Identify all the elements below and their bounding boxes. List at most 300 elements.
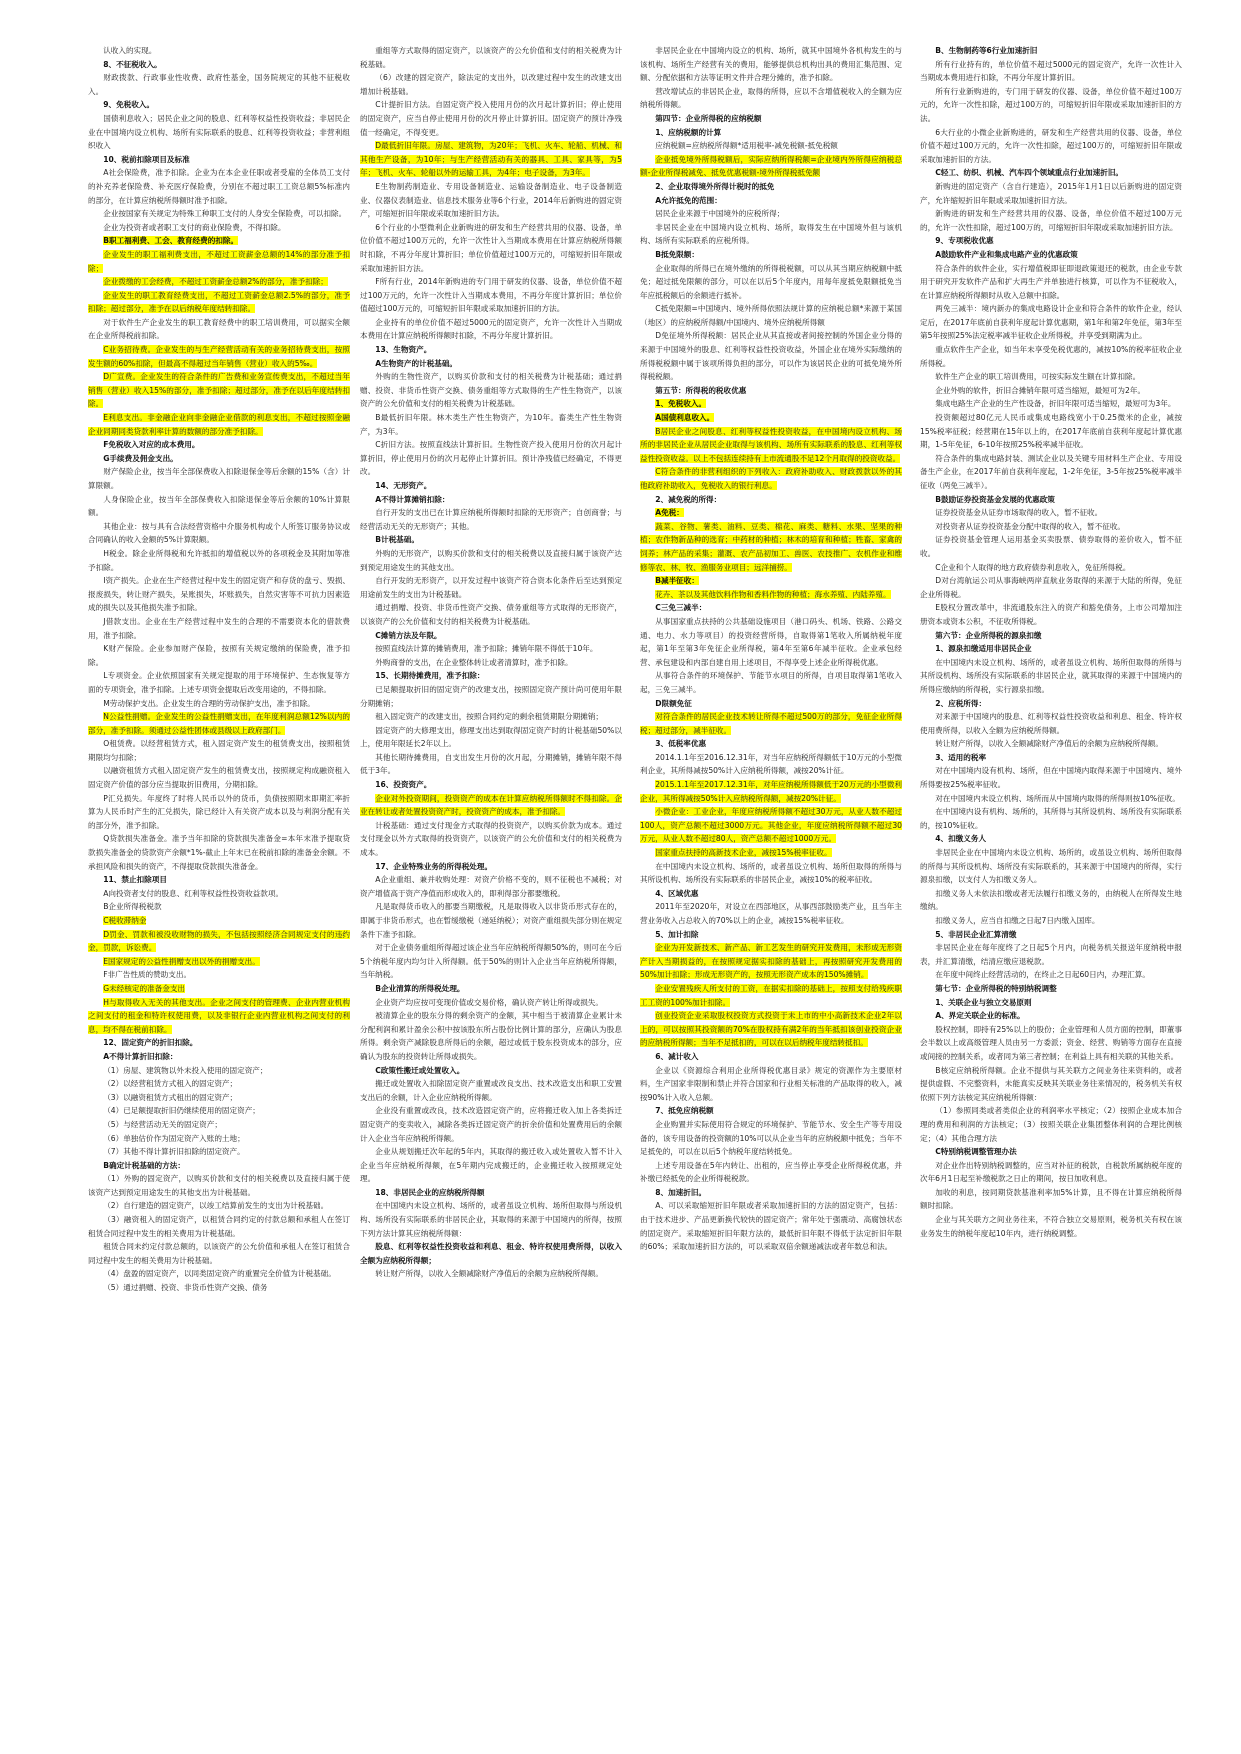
- paragraph: [640, 248, 902, 262]
- paragraph: [88, 574, 350, 615]
- paragraph-text: 6个行业的小型微利企业新购进的研发和生产经营共用的仪器、设备，单位价值不超过100万元的，允许一次性计入当期成本费用在计算应纳税所得额时扣除，不再分年度计算折旧；单位价值超过100万元的，可缩短折旧年限或采取加速折旧方法。: [360, 222, 622, 273]
- paragraph-text: 所有行业新购进的，专门用于研发的仪器、设备，单位价值不超过100万元的，允许一次性扣除，超过100万的，可缩短折旧年限或采取加速折旧的方法。: [920, 86, 1182, 123]
- paragraph: [920, 262, 1182, 303]
- paragraph: [88, 710, 350, 737]
- paragraph: [88, 493, 350, 520]
- paragraph-text: 转让财产所得，以收入全额减除财产净值后的余额为应纳税所得额。: [375, 1269, 603, 1279]
- highlighted-text: 企业拨缴的工会经费，不超过工资薪金总额2%的部分，准予扣除；: [103, 277, 328, 287]
- paragraph: [88, 1267, 350, 1281]
- paragraph: [640, 751, 902, 778]
- paragraph: [360, 411, 622, 438]
- paragraph: [920, 126, 1182, 167]
- paragraph-text: 8、不征税收入。: [103, 59, 162, 69]
- paragraph-text: C特别纳税调整管理办法: [935, 1147, 1017, 1157]
- paragraph: [88, 343, 350, 370]
- paragraph: [920, 642, 1182, 656]
- paragraph: [360, 900, 622, 941]
- paragraph-text: 14、无形资产。: [375, 481, 432, 490]
- paragraph-text: 自行开发的无形资产，以开发过程中该资产符合资本化条件后至达到预定用途前发生的支出为计税基础。: [360, 576, 622, 599]
- paragraph-text: （5）与经营活动无关的固定资产；: [103, 1119, 222, 1129]
- paragraph-text: 企业按国家有关规定为特殊工种职工支付的人身安全保险费，可以扣除。: [103, 209, 347, 219]
- paragraph: [920, 520, 1182, 534]
- paragraph: [88, 1213, 350, 1240]
- paragraph: [920, 411, 1182, 452]
- paragraph: [88, 669, 350, 696]
- paragraph: [360, 724, 622, 751]
- paragraph: [920, 248, 1182, 262]
- paragraph: [640, 941, 902, 982]
- paragraph: [920, 846, 1182, 887]
- paragraph-text: 上述专用设备在5年内转让、出租的，应当停止享受企业所得税优惠，并补缴已经抵免的企业所得税税款。: [640, 1160, 902, 1184]
- paragraph-text: E生物制药制造业、专用设备制造业、运输设备制造业、电子设备制造业、仪器仪表制造业、信息技术服务业等6个行业，2014年后新购进的固定资产，可缩短折旧年限或采取加速折旧方法。: [360, 181, 622, 219]
- paragraph: [640, 1009, 902, 1050]
- highlighted-text: 2015.1.1年至2017.12.31年，对年应纳税所得额低于20万元的小型微利企业，其所得减按50%计入应纳税所得额，减按20%计征。: [640, 780, 902, 803]
- paragraph-text: 居民企业来源于中国境外的应税所得；: [655, 209, 785, 219]
- paragraph-text: 17、企业特殊业务的所得税处理。: [375, 861, 493, 871]
- paragraph-text: C轻工、纺织、机械、汽车四个领域重点行业加速折旧。: [935, 168, 1124, 178]
- paragraph-text: M劳动保护支出。企业发生的合理的劳动保护支出，准予扣除。: [103, 698, 315, 708]
- paragraph: [640, 737, 902, 751]
- paragraph-text: 所有行业持有的，单位价值不超过5000元的固定资产，允许一次性计入当期成本费用进行扣除，不再分年度计算折旧。: [920, 59, 1182, 83]
- paragraph: [360, 819, 622, 860]
- paragraph: [920, 85, 1182, 126]
- paragraph-text: C折旧方法。按照直线法计算折旧。生物性资产投入使用月份的次月起计算折旧，停止使用月份的次月起停止计算折旧。预计净残值已经确定，不得更改。: [360, 440, 622, 477]
- paragraph: [88, 1172, 350, 1199]
- paragraph: [920, 914, 1182, 928]
- paragraph-text: A允许抵免的范围：: [655, 195, 722, 205]
- paragraph-text: 第七节：企业所得税的特别纳税调整: [935, 983, 1057, 993]
- paragraph: [88, 452, 350, 466]
- paragraph: [360, 180, 622, 221]
- paragraph: [360, 343, 622, 357]
- paragraph: [640, 112, 902, 126]
- paragraph: [640, 588, 902, 602]
- paragraph-text: D对台湾航运公司从事海峡两岸直航业务取得的来源于大陆的所得，免征企业所得税。: [920, 576, 1182, 599]
- paragraph-text: 5、加计扣除: [655, 929, 699, 939]
- paragraph: [640, 153, 902, 180]
- paragraph: [88, 1064, 350, 1078]
- highlighted-text: A免税：: [655, 508, 684, 518]
- paragraph-text: 人身保险企业，按当年全部保费收入扣除退保金等后余额的10%计算限额。: [88, 494, 350, 518]
- highlighted-text: 1、免税收入。: [655, 399, 707, 409]
- paragraph: [88, 737, 350, 764]
- paragraph-text: B抵免限额：: [655, 249, 699, 259]
- paragraph: [920, 697, 1182, 711]
- paragraph-text: G手续费及佣金支出。: [103, 453, 178, 463]
- paragraph: [88, 1118, 350, 1132]
- paragraph: [88, 1145, 350, 1159]
- paragraph: [88, 1132, 350, 1146]
- paragraph: [920, 968, 1182, 982]
- paragraph: [360, 1077, 622, 1104]
- paragraph: [640, 887, 902, 901]
- paragraph: [640, 1064, 902, 1105]
- paragraph: [88, 1036, 350, 1050]
- paragraph: [360, 479, 622, 493]
- paragraph: [640, 425, 902, 466]
- paragraph-text: 对于软件生产企业发生的职工教育经费中的职工培训费用，可以据实全额在企业所得税前扣除。: [88, 317, 350, 341]
- paragraph-text: K财产保险。企业参加财产保险，按照有关规定缴纳的保险费，准予扣除。: [88, 644, 350, 667]
- paragraph-text: 搬迁或处置收入扣除固定资产重置或改良支出、技术改造支出和职工安置支出后的余额，计入企业应纳税所得额。: [360, 1079, 622, 1102]
- paragraph-text: （1）外购的固定资产，以购买价款和支付的相关税费以及直接归属于使该资产达到预定用途发生的其他支出为计税基础。: [88, 1174, 350, 1197]
- paragraph: [640, 1118, 902, 1159]
- paragraph-text: 外购商誉的支出，在企业整体转让或者清算时，准予扣除。: [375, 657, 573, 667]
- paragraph: [360, 1199, 622, 1240]
- paragraph-text: I资产损失。企业在生产经营过程中发生的固定资产和存货的盘亏、毁损、报废损失，转让财产损失，呆账损失，坏账损失，自然灾害等不可抗力因素造成的损失以及其他损失准予扣除。: [88, 576, 350, 613]
- paragraph-text: C企业和个人取得的地方政府债券利息收入，免征所得税。: [935, 562, 1131, 572]
- paragraph: [920, 302, 1182, 343]
- paragraph: [920, 44, 1182, 58]
- paragraph-text: 12、固定资产的折旧扣除。: [103, 1038, 198, 1048]
- paragraph: [640, 384, 902, 398]
- highlighted-text: 企业抵免境外所得税额后，实际应纳所得税额=企业境内外所得应纳税总额-企业所得税减免、抵免优惠税额-境外所得税抵免额: [640, 154, 902, 178]
- highlighted-text: 企业发生的职工福利费支出，不超过工资薪金总额的14%的部分准予扣除；: [88, 249, 350, 273]
- paragraph: [360, 1267, 622, 1281]
- paragraph: [640, 493, 902, 507]
- paragraph-text: 2011年至2020年，对设立在西部地区，从事西部鼓励类产业，且当年主营业务收入占总收入的70%以上的企业，减按15%税率征收。: [640, 902, 902, 925]
- paragraph-text: A、界定关联企业的标准。: [935, 1011, 1025, 1021]
- paragraph: [360, 860, 622, 874]
- paragraph: [920, 370, 1182, 384]
- paragraph-text: 1、源泉扣缴适用非居民企业: [935, 644, 1032, 654]
- highlighted-text: D罚金、罚款和被没收财物的损失，不包括按照经济合同规定支付的违约金，罚款，诉讼费。: [88, 929, 350, 953]
- paragraph: [360, 438, 622, 479]
- highlighted-text: C业务招待费。企业发生的与生产经营活动有关的业务招待费支出，按照发生额的60%扣除，但最高不得超过当年销售（营业）收入的5‰。: [88, 345, 350, 368]
- paragraph: [88, 928, 350, 955]
- paragraph-text: 股权控制，即持有25%以上的股份；企业管理和人员方面的控制，即董事会半数以上或高级管理人员由另一方委派；资金、经营、购销等方面存在直接或间接的控制关系，或者同为第三者控制；在利益上具有相关联的其他关系。: [920, 1024, 1182, 1061]
- paragraph-text: 8、加速折旧。: [655, 1187, 707, 1197]
- paragraph: [88, 316, 350, 343]
- paragraph-text: F免税收入对应的成本费用。: [103, 440, 200, 450]
- text-column-4: [920, 44, 1182, 1734]
- paragraph: [640, 126, 902, 140]
- highlighted-text: A国债利息收入。: [655, 413, 715, 423]
- paragraph: [920, 1159, 1182, 1186]
- paragraph: [360, 370, 622, 411]
- paragraph-text: 3、适用的税率: [935, 752, 987, 762]
- paragraph: [640, 411, 902, 425]
- highlighted-text: B减半征收：: [655, 576, 699, 586]
- paragraph: [920, 574, 1182, 601]
- paragraph-text: 投资额超过80亿元人民币或集成电路线宽小于0.25微米的企业，减按15%税率征税；经营期在15年以上的，在2017年底前自获利年度起计算优惠期，1-5年免征，6-10年按照25%税率减半征收。: [920, 413, 1182, 450]
- paragraph-text: 加收的利息，按同期贷款基准利率加5%计算，且不得在计算应纳税所得额时扣除。: [920, 1187, 1182, 1211]
- paragraph: [88, 289, 350, 316]
- paragraph-text: 新购进的固定资产（含自行建造），2015年1月1日以后新购进的固定资产，允许缩短折旧年限或采取加速折旧方法。: [920, 181, 1182, 205]
- paragraph-text: 1、关联企业与独立交易原则: [935, 997, 1032, 1007]
- paragraph: [920, 166, 1182, 180]
- paragraph-text: 租赁合同未约定付款总额的，以该资产的公允价值和承租人在签订租赁合同过程中发生的相关费用为计税基础。: [88, 1242, 350, 1265]
- paragraph: [640, 180, 902, 194]
- text-column-1: [88, 44, 350, 1734]
- paragraph: [920, 982, 1182, 996]
- paragraph-text: 符合条件的软件企业，实行增值税即征即退政策退还的税款，由企业专款用于研究开发软件产品和扩大再生产并单独进行核算，可以作为不征税收入，在计算应纳税所得额时从收入总额中扣除。: [920, 263, 1182, 300]
- paragraph: [920, 397, 1182, 411]
- paragraph: [360, 44, 622, 71]
- paragraph: [640, 778, 902, 805]
- highlighted-text: 蔬菜、谷物、薯类、油料、豆类、棉花、麻类、糖料、水果、坚果的种植；农作物新品种的选育；中药材的种植；林木的培育和种植；牲畜、家禽的饲养；林产品的采集；灌溉、农产品初加工、兽医、农技推广、农机作业和维修等农、林、牧、渔服务业项目；远洋捕捞。: [640, 521, 902, 572]
- paragraph: [360, 941, 622, 982]
- paragraph-text: （2）以经营租赁方式租入的固定资产；: [103, 1079, 238, 1089]
- paragraph-text: 在中国境内未设立机构、场所的，或者虽设立机构、场所但取得与所设机构、场所没有实际联系的非居民企业，其取得的来源于中国境内的所得，按照下列方法计算其应纳税所得额：: [360, 1201, 622, 1238]
- paragraph: [920, 1145, 1182, 1159]
- paragraph: [88, 792, 350, 833]
- paragraph: [88, 1091, 350, 1105]
- paragraph-text: 外购的无形资产，以购买价款和支付的相关税费以及直接归属于该资产达到预定用途发生的其他支出。: [360, 548, 622, 572]
- paragraph: [88, 520, 350, 547]
- paragraph: [640, 262, 902, 303]
- paragraph-text: 重点软件生产企业，如当年未享受免税优惠的，减按10%的税率征收企业所得税。: [920, 345, 1182, 368]
- paragraph-text: 企业以《资源综合利用企业所得税优惠目录》规定的资源作为主要原材料，生产国家非限制和禁止并符合国家和行业相关标准的产品取得的收入，减按90%计入收入总额。: [640, 1065, 902, 1102]
- paragraph-text: B、生物制药等6行业加速折旧: [935, 46, 1038, 55]
- paragraph: [88, 71, 350, 98]
- paragraph: [360, 683, 622, 710]
- paragraph-text: 对在中国境内设有机构、场所，但在中国境内取得来源于中国境内、境外所得要按25%税率征收。: [920, 766, 1182, 790]
- paragraph-text: 财政拨款、行政事业性收费、政府性基金，国务院规定的其他不征税收入。: [88, 73, 350, 96]
- paragraph-text: C摊销方法及年限。: [375, 630, 442, 640]
- highlighted-text: 企业对外投资期间，投资资产的成本在计算应纳税所得额时不得扣除。企业在转让或者处置投资资产时，投资资产的成本，准予扣除。: [360, 793, 622, 817]
- paragraph-text: D限额免征: [655, 698, 692, 708]
- paragraph: [640, 615, 902, 669]
- paragraph-text: 9、专项税收优惠: [935, 236, 994, 246]
- paragraph: [88, 1240, 350, 1267]
- paragraph: [360, 982, 622, 996]
- paragraph-text: 11、禁止扣除项目: [103, 875, 167, 885]
- paragraph: [88, 166, 350, 207]
- paragraph-text: （4）盘盈的固定资产，以同类固定资产的重置完全价值为计税基础。: [103, 1269, 336, 1279]
- paragraph-text: （3）以融资租赁方式租出的固定资产；: [103, 1092, 238, 1102]
- paragraph: [640, 710, 902, 737]
- paragraph: [640, 1186, 902, 1200]
- paragraph-text: 新购进的研发和生产经营共用的仪器、设备，单位价值不超过100万元的，允许一次性扣除，超过100万的，可缩短折旧年限或采取加速折旧方法。: [920, 209, 1182, 232]
- paragraph-text: 在中国境内设有机构、场所的，其所得与其所设机构、场所没有实际联系的，按10%征收。: [920, 807, 1182, 830]
- highlighted-text: D最低折旧年限。房屋、建筑物，为20年；飞机、火车、轮船、机械、和其他生产设备，为10年；与生产经营活动有关的器具、工具、家具等，为5年；飞机、火车、轮船以外的运输工具，为4年；电子设备，为3年。: [360, 141, 622, 178]
- paragraph-text: （2）自行建造的固定资产，以竣工结算前发生的支出为计税基础。: [103, 1201, 329, 1211]
- paragraph: [360, 873, 622, 900]
- paragraph-text: B最低折旧年限。林木类生产性生物资产，为10年。畜类生产性生物资产，为3年。: [360, 413, 622, 436]
- paragraph-text: B企业所得税税款: [103, 902, 162, 912]
- paragraph-text: 第六节：企业所得税的源泉扣缴: [935, 630, 1042, 640]
- paragraph: [640, 465, 902, 492]
- paragraph-text: 2、应税所得：: [935, 698, 987, 708]
- paragraph-text: 企业从规划搬迁次年起的5年内，其取得的搬迁收入或处置收入暂不计入企业当年应纳税所得额，在5年期内完成搬迁的，企业搬迁收入按照规定处理。: [360, 1147, 622, 1184]
- paragraph: [360, 547, 622, 574]
- paragraph-text: 7、抵免应纳税额: [655, 1106, 714, 1116]
- paragraph: [88, 900, 350, 914]
- paragraph-text: 凡是取得货币收入的都要当期缴税，凡是取得收入以非货币形式存在的，即属于非货币形式，也在暂缓缴税（递延纳税）；对资产重组损失部分则在规定条件下准予扣除。: [360, 902, 622, 939]
- paragraph-text: H税金。除企业所得税和允许抵扣的增值税以外的各项税金及其附加等准予扣除。: [88, 548, 350, 572]
- highlighted-text: N公益性捐赠。企业发生的公益性捐赠支出，在年度利润总额12%以内的部分，准予扣除。须通过公益性团体或县级以上政府部门。: [88, 712, 350, 735]
- paragraph-text: 5、非居民企业汇算清缴: [935, 929, 1017, 939]
- paragraph-text: 集成电路生产企业的生产性设备，折旧年限可适当缩短，最短可为3年。: [935, 399, 1176, 409]
- paragraph: [640, 928, 902, 942]
- paragraph-text: F非广告性质的赞助支出。: [103, 970, 192, 980]
- paragraph: [360, 98, 622, 139]
- paragraph-text: A不得计算摊销扣除：: [375, 494, 450, 504]
- paragraph-text: 对于企业债务重组所得超过该企业当年应纳税所得额50%的，则可在今后5个纳税年度内均匀计入所得额。低于50%的则计入企业当年应纳税所得额，当年纳税。: [360, 943, 622, 980]
- paragraph-text: 从事国家重点扶持的公共基础设施项目（港口码头、机场、铁路、公路交通、电力、水力等项目）的投资经营所得，自取得第1笔收入所属纳税年度起，第1年至第3年免征企业所得税，第4年至第6年减半征收。企业承包经营、承包建设和内部自建自用上述项目，不得享受上述企业所得税优惠。: [640, 616, 902, 667]
- paragraph: [640, 846, 902, 860]
- paragraph-text: 企业购置并实际使用符合规定的环境保护、节能节水、安全生产等专用设备的，该专用设备的投资额的10%可以从企业当年的应纳税额中抵免；当年不足抵免的，可以在以后5个纳税年度结转抵免。: [640, 1119, 902, 1157]
- paragraph-text: 自行开发的支出已在计算应纳税所得额时扣除的无形资产；自创商誉；与经营活动无关的无形资产；其他。: [360, 508, 622, 531]
- paragraph: [920, 493, 1182, 507]
- paragraph-text: 被清算企业的股东分得的剩余资产的金额，其中相当于被清算企业累计未分配利润和累计盈余公积中按该股东所占股份比例计算的部分，应确认为股息所得。剩余资产减除股息所得后的余额，超过或低于股东投资成本的部分，应确认为股东的投资转让所得或损失。: [360, 1011, 622, 1061]
- paragraph: [360, 1145, 622, 1186]
- highlighted-text: 企业为开发新技术、新产品、新工艺发生的研究开发费用，未形成无形资产计入当期损益的，在按照规定据实扣除的基础上，再按照研究开发费用的50%加计扣除；形成无形资产的，按照无形资产成本的150%摊销。: [640, 943, 902, 980]
- paragraph: [640, 520, 902, 574]
- highlighted-text: E国家规定的公益性捐赠支出以外的捐赠支出。: [103, 956, 260, 966]
- paragraph-text: 财产保险企业，按当年全部保费收入扣除退保金等后余额的15%（含）计算限额。: [88, 467, 350, 490]
- paragraph-text: 证券投资基金从证券市场取得的收入，暂不征收。: [935, 508, 1103, 518]
- paragraph: [88, 1050, 350, 1064]
- paragraph: [88, 1104, 350, 1118]
- paragraph: [360, 275, 622, 316]
- paragraph: [360, 629, 622, 643]
- paragraph-text: 企业外购的软件，折旧合摊销年限可适当缩短，最短可为2年。: [935, 385, 1146, 395]
- paragraph-text: 固定资产的大修理支出，修理支出达到取得固定资产时的计税基础50%以上，使用年限延长2年以上。: [360, 725, 622, 749]
- paragraph: [360, 506, 622, 533]
- paragraph: [640, 221, 902, 248]
- paragraph: [88, 411, 350, 438]
- paragraph: [88, 275, 350, 289]
- paragraph: [88, 982, 350, 996]
- paragraph-text: （1）房屋、建筑物以外未投入使用的固定资产；: [103, 1065, 268, 1075]
- paragraph: [640, 194, 902, 208]
- paragraph: [920, 58, 1182, 85]
- highlighted-text: 企业安置残疾人所支付的工资，在据实扣除的基础上，按照支付给残疾职工工资的100%加计扣除。: [640, 983, 902, 1007]
- paragraph-text: 认收入的实现。: [103, 46, 157, 55]
- paragraph: [640, 506, 902, 520]
- paragraph: [920, 1009, 1182, 1023]
- paragraph: [920, 1186, 1182, 1213]
- paragraph-text: 计税基础：通过支付现金方式取得的投资资产，以购买价款为成本。通过支付现金以外方式取得的投资资产，以该资产的公允价值和支付的相关税费为成本。: [360, 820, 622, 858]
- paragraph: [88, 764, 350, 791]
- paragraph-text: B企业清算的所得税处理。: [375, 983, 465, 993]
- paragraph-text: 企业与其关联方之间业务往来，不符合独立交易原则，税务机关有权在该业务发生的纳税年度起10年内，进行纳税调整。: [920, 1215, 1182, 1238]
- paragraph-text: 在年度中间终止经营活动的，在终止之日起60日内，办理汇算。: [935, 970, 1150, 980]
- paragraph-text: 企业为投资者或者职工支付的商业保险费，不得扣除。: [103, 222, 286, 232]
- paragraph-text: L专项资金。企业依照国家有关规定提取的用于环境保护、生态恢复等方面的专项资金，准予扣除。上述专项资金提取后改变用途的，不得扣除。: [88, 671, 350, 694]
- paragraph: [640, 860, 902, 887]
- paragraph-text: 两免三减半：境内新办的集成电路设计企业和符合条件的软件企业，经认定后，在2017年底前自获利年度起计算优惠期，第1年和第2年免征，第3年至第5年按照25%法定税率减半征收企业所得税，并享受到期满为止。: [920, 304, 1182, 341]
- paragraph-text: A向投资者支付的股息、红利等权益性投资收益款项。: [103, 888, 284, 898]
- paragraph: [360, 357, 622, 371]
- paragraph: [920, 1023, 1182, 1064]
- paragraph: [920, 506, 1182, 520]
- text-column-2: [360, 44, 622, 1734]
- paragraph: [360, 1186, 622, 1200]
- paragraph: [88, 370, 350, 411]
- paragraph: [920, 1064, 1182, 1105]
- paragraph-text: 15、长期待摊费用，准予扣除：: [375, 671, 485, 681]
- paragraph-text: 10、税前扣除项目及标准: [103, 154, 190, 164]
- paragraph: [640, 329, 902, 383]
- paragraph: [88, 98, 350, 112]
- paragraph-text: 6大行业的小微企业新购进的，研发和生产经营共用的仪器、设备，单位价值不超过100万元的，允许一次性扣除，超过100万的，可缩短折旧年限或采取加速折旧的方法。: [920, 127, 1182, 164]
- paragraph-text: 其他长期待摊费用，自支出发生月份的次月起，分期摊销，摊销年限不得低于3年。: [360, 752, 622, 776]
- paragraph: [920, 887, 1182, 914]
- paragraph-text: A、可以采取缩短折旧年限或者采取加速折旧的方法的固定资产，包括：由于技术进步、产品更新换代较快的固定资产；常年处于强震动、高腐蚀状态的固定资产。采取缩短折旧年限方法的，最低折旧年限不得低于法定折旧年限的60%；采取加速折旧方法的，可以采取双倍余额递减法或者年数总和法。: [640, 1201, 902, 1252]
- paragraph: [88, 887, 350, 901]
- paragraph: [920, 1213, 1182, 1240]
- paragraph: [920, 764, 1182, 791]
- paragraph-text: C抵免限额=中国境内、境外所得依照法规计算的应纳税总额*来源于某国（地区）的应纳税所得额/中国境内、境外应纳税所得额: [640, 304, 902, 327]
- paragraph-text: 16、投资资产。: [375, 780, 432, 790]
- paragraph-text: （4）已足额提取折旧仍继续使用的固定资产；: [103, 1106, 260, 1116]
- paragraph: [88, 1159, 350, 1173]
- highlighted-text: H与取得收入无关的其他支出。企业之间支付的管理费、企业内营业机构之间支付的租金和特许权使用费，以及非银行企业内营业机构之间支付的利息，均不得在税前扣除。: [88, 997, 350, 1034]
- paragraph-text: A鼓励软件产业和集成电路产业的优惠政策: [935, 249, 1078, 259]
- paragraph: [640, 601, 902, 615]
- paragraph: [920, 180, 1182, 207]
- paragraph: [920, 234, 1182, 248]
- paragraph-text: 第五节：所得税的税收优惠: [655, 385, 747, 395]
- paragraph: [360, 642, 622, 656]
- paragraph: [920, 533, 1182, 560]
- paragraph: [88, 465, 350, 492]
- paragraph: [360, 751, 622, 778]
- paragraph-text: 非居民企业在中国境内设立机构、场所，取得发生在中国境外但与该机构、场所有实际联系的应税所得。: [640, 222, 902, 246]
- paragraph: [920, 343, 1182, 370]
- paragraph: [88, 547, 350, 574]
- paragraph-text: 企业取得的所得已在境外缴纳的所得税税额，可以从其当期应纳税额中抵免；超过抵免限额的部分，可以在以后5个年度内，用每年度抵免限额抵免当年应抵税额后的余额进行抵补。: [640, 263, 902, 300]
- highlighted-text: C税收滞纳金: [103, 916, 147, 925]
- paragraph-text: 2、企业取得境外所得计税时的抵免: [655, 181, 775, 191]
- paragraph-text: 按照直线法计算的摊销费用，准予扣除；摊销年限不得低于10年。: [375, 644, 598, 654]
- highlighted-text: B居民企业之间股息、红利等权益性投资收益，在中国境内设立机构、场所的非居民企业从居民企业取得与该机构、场所有实际联系的股息、红利等权益性投资收益。以上不包括连续持有上市流通股不足12个月取得的投资收益。: [640, 426, 902, 463]
- paragraph-text: 6、减计收入: [655, 1051, 699, 1061]
- paragraph-text: P汇兑损失。年度终了时将人民币以外的货币，负债按照期末即期汇率折算为人民币时产生的汇兑损失，除已经计入有关资产成本以及与利润分配有关的部分外，准予扣除。: [88, 793, 350, 830]
- paragraph-text: 在中国境内未设立机构、场所的，或者虽设立机构、场所但取得的所得与其所设机构、场所没有实际联系的非居民企业，减按10%的税率征收。: [640, 861, 902, 885]
- paragraph: [88, 996, 350, 1037]
- highlighted-text: C符合条件的非营利组织的下列收入：政府补助收入、财政拨款以外的其他政府补助收入，免税收入的银行利息。: [640, 467, 902, 490]
- paragraph-text: D免征境外所得税额：居民企业从其直接或者间接控制的外国企业分得的来源于中国境外的股息、红利等权益性投资收益，外国企业在境外实际缴纳的所得税税额中属于该项所得负担的部分，可以作为该居民企业的可抵免境外所得税税额。: [640, 331, 902, 382]
- paragraph: [360, 139, 622, 180]
- paragraph-text: （7）其他不得计算折旧扣除的固定资产。: [103, 1147, 245, 1157]
- paragraph-text: 1、应纳税额的计算: [655, 127, 722, 137]
- paragraph-text: 软件生产企业的职工培训费用，可按实际发生额在计算扣除。: [935, 372, 1141, 382]
- paragraph: [88, 58, 350, 72]
- paragraph-text: O租赁费。以经营租赁方式，租入固定资产发生的租赁费支出，按照租赁期限均匀扣除；: [88, 739, 350, 762]
- paragraph-text: 营改增试点的非居民企业，取得的所得，应以不含增值税收入的全额为应纳税所得额。: [640, 86, 902, 110]
- highlighted-text: 对符合条件的居民企业技术转让所得不超过500万的部分，免征企业所得税；超过部分，减半征收。: [640, 712, 902, 735]
- paragraph-text: 符合条件的集成电路封装、测试企业以及关键专用材料生产企业、专用设备生产企业，在2017年前自获利年度起，1-2年免征，3-5年按25%税率减半征收（两免三减半）。: [920, 453, 1182, 490]
- paragraph: [360, 1240, 622, 1267]
- paragraph-text: 以融资租赁方式租入固定资产发生的租赁费支出，按照规定构成融资租入固定资产价值的部分应当提取折旧费用，分期扣除。: [88, 766, 350, 790]
- paragraph: [360, 656, 622, 670]
- paragraph: [88, 44, 350, 58]
- paragraph: [920, 832, 1182, 846]
- paragraph: [88, 697, 350, 711]
- paragraph-text: 对投资者从证券投资基金分配中取得的收入，暂不征收。: [935, 521, 1126, 531]
- paragraph-text: （5）通过捐赠、投资、非货币性资产交换、债务: [103, 1283, 268, 1293]
- paragraph: [360, 533, 622, 547]
- paragraph: [920, 805, 1182, 832]
- paragraph: [920, 207, 1182, 234]
- paragraph: [360, 71, 622, 98]
- highlighted-text: 花卉、茶以及其他饮料作物和香料作物的种植；海水养殖、内陆养殖。: [655, 589, 891, 599]
- paragraph-text: 转让财产所得，以收入全额减除财产净值后的余额为应纳税所得额。: [935, 739, 1163, 749]
- paragraph: [88, 642, 350, 669]
- paragraph-text: A企业重组、兼并收购处理：对资产价格不变的，则不征税也不减税；对资产增值高于资产净值而形成收入的，即利得部分都要缴税。: [360, 875, 622, 898]
- paragraph: [88, 615, 350, 642]
- paragraph-text: A社会保险费，准予扣除。企业为在本企业任职或者受雇的全体员工支付的补充养老保险费、补充医疗保险费，分别在不超过职工工资总额5%标准内的部分，在计算应纳税所得额时准予扣除。: [88, 168, 350, 205]
- paragraph: [360, 1064, 622, 1078]
- paragraph: [920, 384, 1182, 398]
- paragraph-text: 外购的生物性资产，以购买价款和支付的相关税费为计税基础；通过捐赠、投资、非货币性资产交换、债务重组等方式取得的生产性生物资产，以该资产的公允价值和支付的相关税费为计税基础。: [360, 372, 622, 409]
- paragraph-text: 应纳税额=应纳税所得额*适用税率-减免税额-抵免税额: [655, 141, 838, 151]
- paragraph: [920, 561, 1182, 575]
- paragraph-text: 2014.1.1年至2016.12.31年，对当年应纳税所得额低于10万元的小型微利企业，其所得减按50%计入应纳税所得额，减按20%计征。: [640, 752, 902, 776]
